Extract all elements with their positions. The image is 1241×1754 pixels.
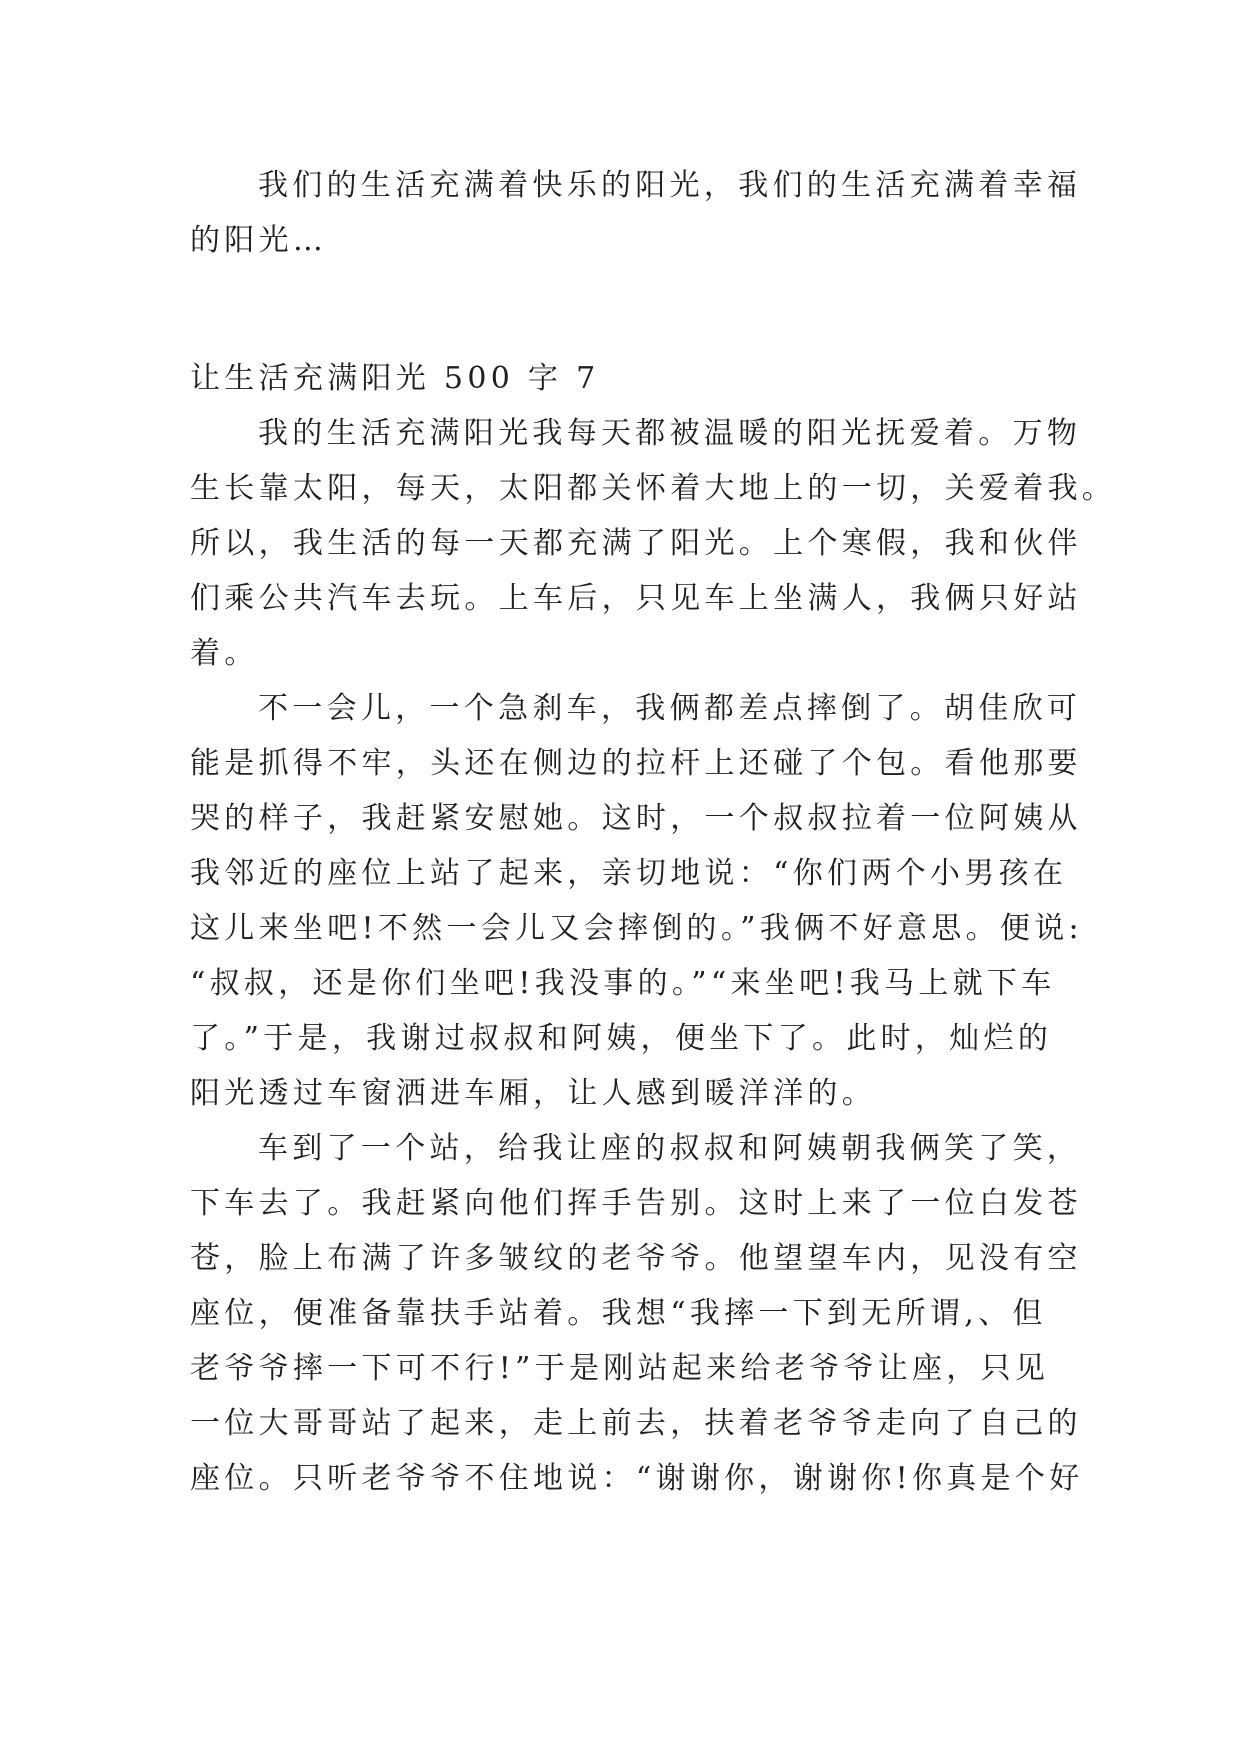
text-line: 了。”于是，我谢过叔叔和阿姨，便坐下了。此时，灿烂的 (190, 1021, 1053, 1056)
text-line: 生长靠太阳，每天，太阳都关怀着大地上的一切，关爱着我。 (190, 471, 1117, 506)
text-line: 不一会儿，一个急刹车，我俩都差点摔倒了。胡佳欣可 (258, 691, 1082, 726)
text-line: 一位大哥哥站了起来，走上前去，扶着老爷爷走向了自己的 (190, 1406, 1082, 1441)
text-line: 这儿来坐吧!不然一会儿又会摔倒的。”我俩不好意思。便说: (190, 911, 1083, 946)
text-line: 座位。只听老爷爷不住地说：“谢谢你，谢谢你!你真是个好 (190, 1461, 1084, 1496)
text-line: 着。 (190, 636, 259, 671)
text-line: 哭的样子，我赶紧安慰她。这时，一个叔叔拉着一位阿姨从 (190, 801, 1082, 836)
text-line: 们乘公共汽车去玩。上车后，只见车上坐满人，我俩只好站 (190, 581, 1082, 616)
document-body (190, 158, 1117, 1506)
text-line: 老爷爷摔一下可不行!”于是刚站起来给老爷爷让座，只见 (190, 1351, 1050, 1386)
text-line: 我们的生活充满着快乐的阳光，我们的生活充满着幸福 (258, 168, 1082, 203)
text-line: 车到了一个站，给我让座的叔叔和阿姨朝我俩笑了笑， (258, 1131, 1082, 1166)
text-line: 能是抓得不牢，头还在侧边的拉杆上还碰了个包。看他那要 (190, 746, 1082, 781)
text-line: 我的生活充满阳光我每天都被温暖的阳光抚爱着。万物 (258, 416, 1082, 451)
paragraph-2 (190, 681, 1083, 1121)
paragraph-1 (190, 406, 1117, 681)
text-line: 所以，我生活的每一天都充满了阳光。上个寒假，我和伙伴 (190, 526, 1082, 561)
paragraph-gap (190, 268, 1050, 351)
text-line: 的阳光… (190, 223, 328, 258)
text-line: 座位，便准备靠扶手站着。我想“我摔一下到无所谓,、但 (190, 1296, 1047, 1331)
text-line: 下车去了。我赶紧向他们挥手告别。这时上来了一位白发苍 (190, 1186, 1082, 1221)
paragraph-3 (190, 1121, 1084, 1506)
text-line: 苍，脸上布满了许多皱纹的老爷爷。他望望车内，见没有空 (190, 1241, 1082, 1276)
text-line: “叔叔，还是你们坐吧!我没事的。”“来坐吧!我马上就下车 (190, 966, 1056, 1001)
text-line: 我邻近的座位上站了起来，亲切地说：“你们两个小男孩在 (190, 856, 1068, 891)
section-heading: 让生活充满阳光 500 字 7 (190, 361, 600, 396)
intro-paragraph (190, 158, 1082, 268)
text-line: 阳光透过车窗洒进车厢，让人感到暖洋洋的。 (190, 1076, 876, 1111)
